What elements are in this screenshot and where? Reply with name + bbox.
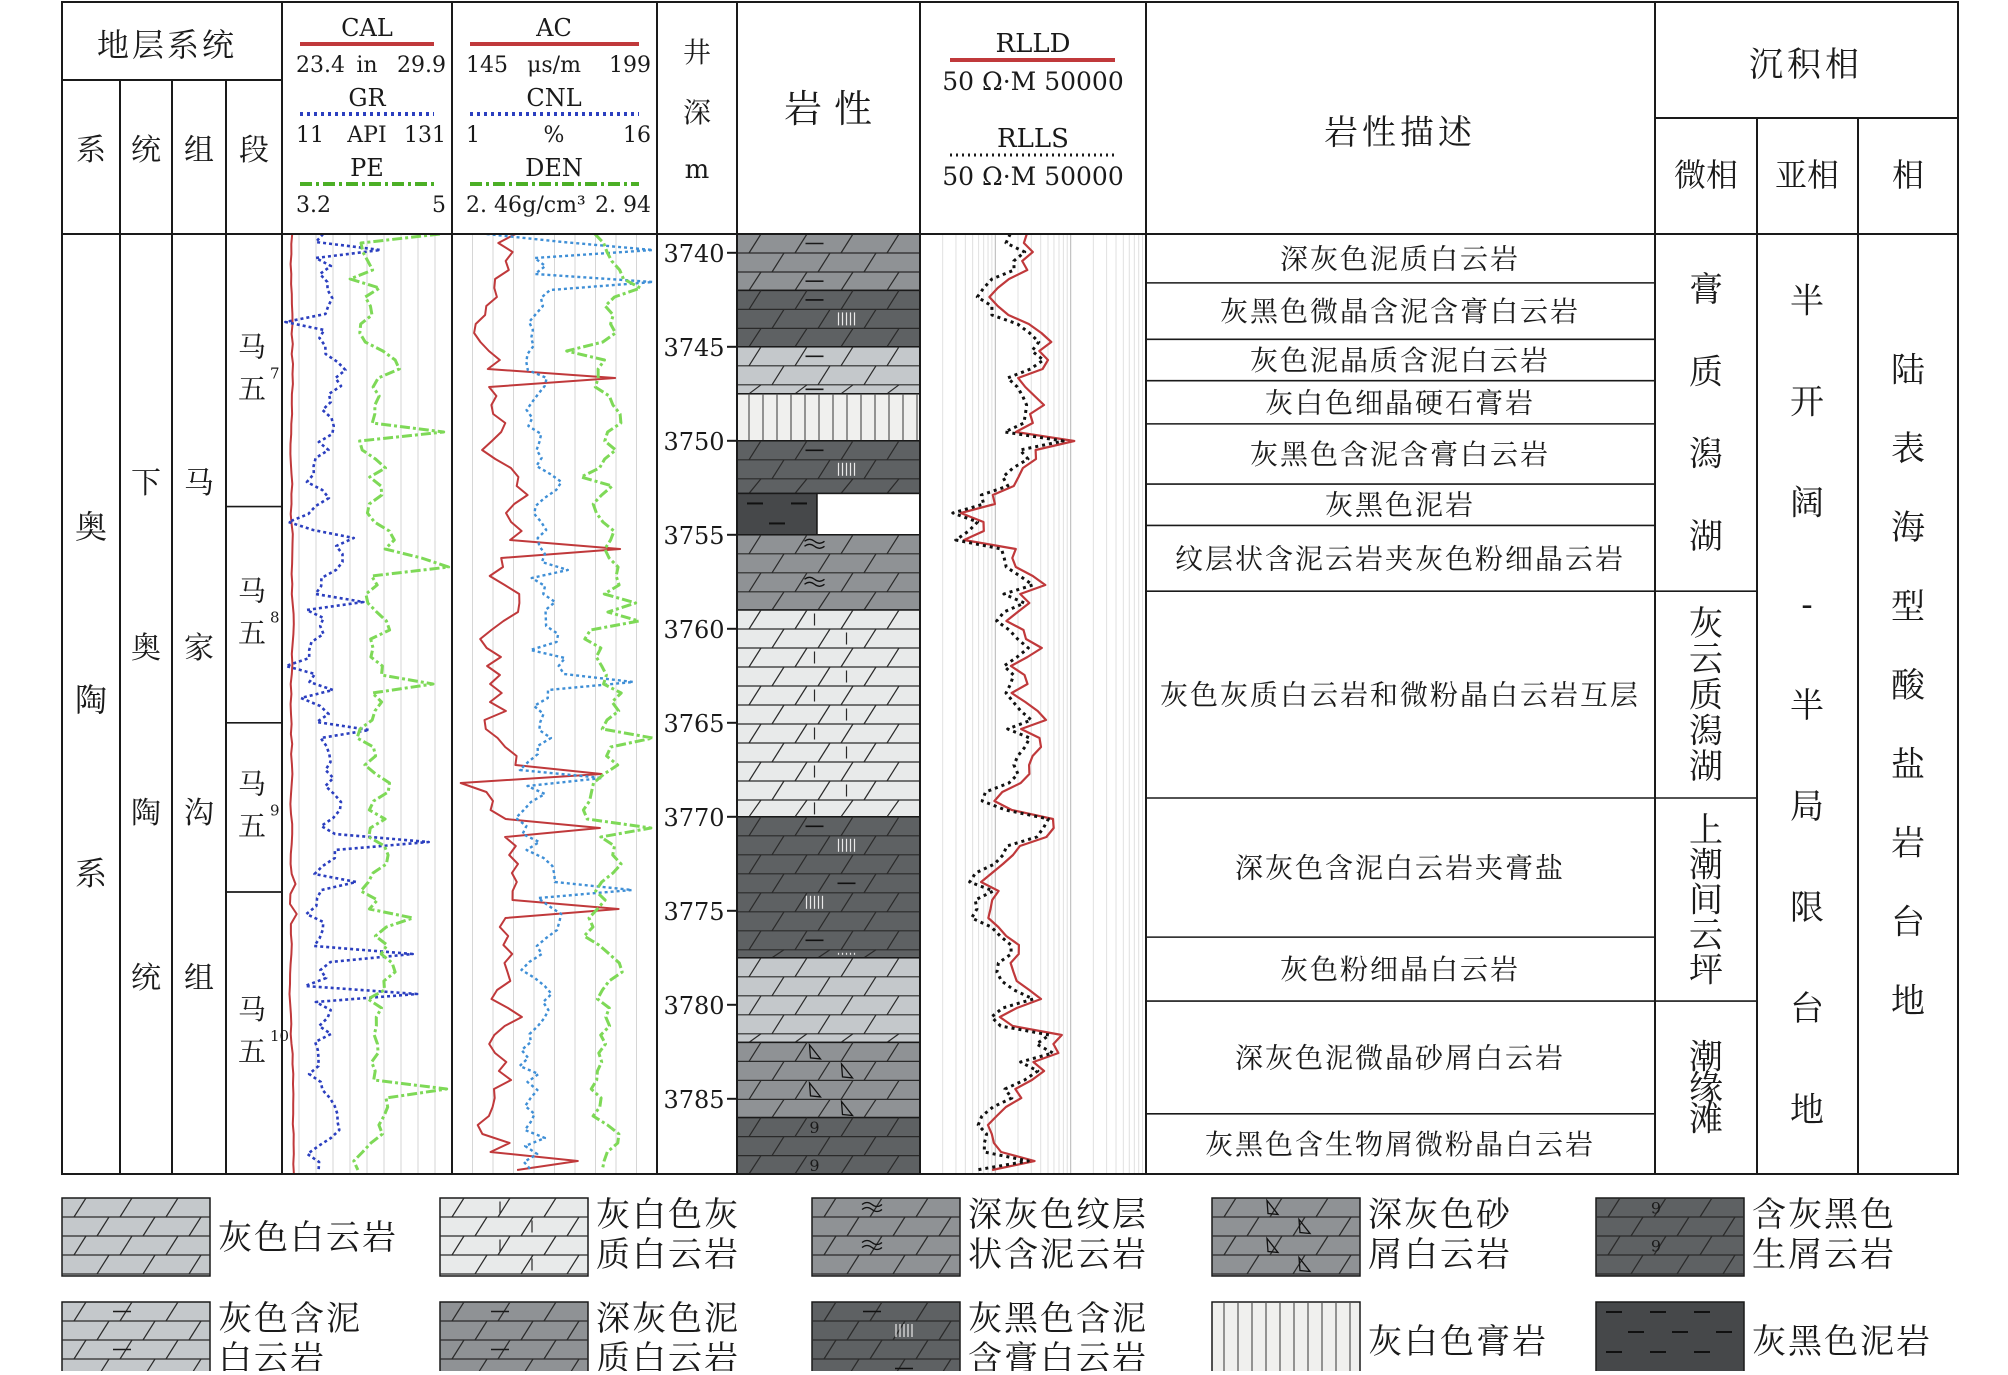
curve-pe bbox=[350, 234, 449, 1170]
description-column bbox=[1146, 242, 1655, 1160]
col-member: 段 bbox=[239, 133, 269, 168]
legend-label: 灰白色膏岩 bbox=[1368, 1322, 1548, 1362]
legend-label: 灰黑色含泥 bbox=[968, 1299, 1148, 1339]
member-superscript: 9 bbox=[270, 801, 280, 820]
microfacies-char: 潟 bbox=[1689, 711, 1723, 752]
facies-char: 地 bbox=[1891, 981, 1925, 1022]
depth-title-unit: m bbox=[684, 155, 710, 185]
resistivity-range: 50 Ω·M 50000 bbox=[942, 162, 1124, 191]
depth-label: 3780 bbox=[663, 991, 725, 1020]
legend-label: 深灰色泥 bbox=[596, 1299, 740, 1339]
lithology-block-dark-gray-mudstone bbox=[737, 493, 817, 534]
member-label-char: 五 bbox=[237, 372, 267, 406]
member-superscript: 7 bbox=[270, 364, 280, 383]
curve-min: 3.2 bbox=[296, 193, 331, 218]
pattern-bio: 9 bbox=[1650, 1236, 1662, 1256]
description-text: 灰黑色泥岩 bbox=[1324, 488, 1476, 522]
facies-char: 酸 bbox=[1891, 665, 1925, 706]
subfacies-char: 局 bbox=[1790, 787, 1824, 828]
resistivity-name-rlld: RLLD bbox=[995, 29, 1071, 59]
header-resistivity bbox=[942, 29, 1124, 191]
curve-max: 199 bbox=[609, 53, 651, 78]
legend-label: 灰白色灰 bbox=[596, 1195, 740, 1235]
header-curves-mid bbox=[466, 14, 651, 218]
lithology-block-dark-gray-bioclastic-dolomite bbox=[1596, 1198, 1744, 1276]
curves-ac-cnl-den bbox=[461, 234, 653, 1170]
strat-system-title: 地层系统 bbox=[96, 26, 238, 64]
legend-label: 质白云岩 bbox=[596, 1339, 740, 1371]
member-label-char: 五 bbox=[237, 1035, 267, 1068]
pattern-bio: 9 bbox=[809, 1155, 820, 1175]
resistivity-range: 50 Ω·M 50000 bbox=[942, 67, 1124, 96]
facies-char: 陆 bbox=[1891, 350, 1925, 391]
legend-label: 含膏白云岩 bbox=[968, 1339, 1148, 1371]
member-label-char: 马 bbox=[237, 993, 267, 1026]
curve-name-ac: AC bbox=[536, 14, 572, 42]
curve-unit: % bbox=[543, 123, 565, 148]
legend-label: 质白云岩 bbox=[596, 1235, 740, 1275]
description-text: 灰色灰质白云岩和微粉晶白云岩互层 bbox=[1159, 678, 1641, 712]
strat-formation-char: 组 bbox=[184, 961, 214, 996]
microfacies-char: 灰 bbox=[1689, 603, 1723, 644]
col-system: 系 bbox=[76, 133, 106, 168]
facies-char: 盐 bbox=[1891, 744, 1925, 785]
curve-max: 16 bbox=[623, 123, 651, 148]
depth-label: 3775 bbox=[663, 897, 725, 926]
lithology-block-deep-gray-detrital-dolomite bbox=[1212, 1198, 1360, 1276]
subfacies-char: 开 bbox=[1790, 382, 1824, 423]
strat-formation-char: 家 bbox=[184, 631, 214, 666]
lithology-block-gray-argillaceous-dolomite bbox=[737, 347, 920, 394]
microfacies-char: 湖 bbox=[1689, 516, 1723, 557]
depth-label: 3755 bbox=[663, 521, 725, 550]
depth-label: 3750 bbox=[663, 427, 725, 456]
depth-label: 3740 bbox=[663, 239, 725, 268]
microfacies-char: 坪 bbox=[1689, 950, 1723, 991]
description-text: 灰色泥晶质含泥白云岩 bbox=[1249, 343, 1551, 377]
curve-max: 29.9 bbox=[397, 53, 446, 78]
pattern-bio: 9 bbox=[1650, 1198, 1662, 1218]
depth-label: 3745 bbox=[663, 333, 725, 362]
col-microfacies: 微相 bbox=[1673, 156, 1739, 194]
lithology-block-gray-dolomite bbox=[737, 958, 920, 1043]
depth-label: 3760 bbox=[663, 615, 725, 644]
member-superscript: 8 bbox=[270, 608, 280, 627]
stratigraphy-columns bbox=[75, 330, 289, 1068]
legend bbox=[62, 1195, 1932, 1371]
curve-min: 2. 46 bbox=[466, 193, 522, 218]
strat-series-char: 陶 bbox=[131, 796, 161, 831]
member-label-char: 五 bbox=[237, 616, 267, 650]
subfacies-char: 半 bbox=[1790, 685, 1824, 726]
curve-name-cnl: CNL bbox=[526, 84, 582, 112]
member-label-char: 马 bbox=[237, 330, 267, 364]
curve-unit: API bbox=[347, 123, 387, 148]
microfacies-char: 潮 bbox=[1689, 1037, 1723, 1078]
legend-label: 状含泥云岩 bbox=[968, 1235, 1148, 1275]
member-label-char: 马 bbox=[237, 767, 267, 801]
description-text: 深灰色泥微晶砂屑白云岩 bbox=[1234, 1041, 1566, 1075]
microfacies-char: 质 bbox=[1689, 352, 1723, 393]
facies-char: 海 bbox=[1891, 508, 1925, 549]
strat-series-char: 奥 bbox=[131, 631, 161, 666]
facies-columns bbox=[1655, 270, 1926, 1139]
curve-ac bbox=[461, 234, 620, 1170]
microfacies-char: 湖 bbox=[1689, 747, 1723, 788]
depth-label: 3765 bbox=[663, 709, 725, 738]
lithology-block-gray-argillaceous-dolomite bbox=[62, 1302, 210, 1371]
legend-label: 灰黑色泥岩 bbox=[1752, 1322, 1932, 1362]
subfacies-char: 限 bbox=[1790, 888, 1824, 929]
lithology-block-gray-white-gypsum bbox=[1212, 1302, 1360, 1371]
curve-den bbox=[567, 234, 653, 1170]
description-text: 纹层状含泥云岩夹灰色粉细晶云岩 bbox=[1174, 542, 1626, 576]
pattern-bio: 9 bbox=[809, 1118, 820, 1138]
subfacies-char: - bbox=[1801, 584, 1813, 625]
member-label-char: 马 bbox=[237, 574, 267, 608]
legend-label: 深灰色纹层 bbox=[968, 1195, 1148, 1235]
microfacies-char: 云 bbox=[1689, 639, 1723, 680]
lithology-block-deep-gray-laminated-argillaceous-dolomite bbox=[812, 1198, 960, 1276]
microfacies-char: 膏 bbox=[1689, 270, 1723, 311]
legend-label: 深灰色砂 bbox=[1368, 1195, 1512, 1235]
curve-unit: μs/m bbox=[527, 53, 581, 78]
curve-cal bbox=[290, 234, 297, 1174]
legend-label: 含灰黑色 bbox=[1752, 1195, 1896, 1235]
lithology-gap bbox=[817, 493, 920, 534]
facies-title: 沉积相 bbox=[1749, 45, 1863, 85]
description-text: 灰黑色含生物屑微粉晶白云岩 bbox=[1204, 1127, 1596, 1161]
curve-min: 23.4 bbox=[296, 53, 345, 78]
resistivity-name-rlls: RLLS bbox=[997, 124, 1069, 154]
strat-formation-char: 马 bbox=[184, 466, 214, 501]
curve-name-cal: CAL bbox=[341, 14, 393, 42]
curve-min: 1 bbox=[466, 123, 480, 148]
description-text: 灰色粉细晶白云岩 bbox=[1279, 953, 1521, 987]
lithology-title: 岩 性 bbox=[783, 87, 873, 131]
description-text: 灰黑色微晶含泥含膏白云岩 bbox=[1219, 295, 1581, 329]
depth-label: 3785 bbox=[663, 1085, 725, 1114]
curve-max: 5 bbox=[432, 193, 446, 218]
facies-char: 岩 bbox=[1891, 823, 1925, 864]
lithology-block-gray-white-gypsum bbox=[737, 394, 920, 441]
col-formation: 组 bbox=[184, 133, 214, 168]
strat-system-char: 系 bbox=[74, 854, 108, 893]
curve-rlls bbox=[953, 234, 1063, 1170]
strat-system-char: 陶 bbox=[74, 681, 108, 720]
member-superscript: 10 bbox=[270, 1027, 290, 1045]
description-text: 灰白色细晶硬石膏岩 bbox=[1264, 386, 1536, 420]
subfacies-char: 阔 bbox=[1790, 483, 1824, 524]
curve-unit: in bbox=[356, 53, 378, 78]
lithology-block-gray-white-limy-dolomite bbox=[737, 610, 920, 817]
legend-label: 白云岩 bbox=[218, 1339, 326, 1371]
curve-min: 11 bbox=[296, 123, 324, 148]
curve-name-pe: PE bbox=[350, 154, 384, 182]
lithology-block-gray-dolomite bbox=[62, 1198, 210, 1276]
legend-label: 屑白云岩 bbox=[1368, 1235, 1512, 1275]
subfacies-char: 台 bbox=[1790, 989, 1824, 1030]
curve-name-den: DEN bbox=[525, 154, 583, 182]
col-subfacies: 亚相 bbox=[1774, 156, 1840, 194]
depth-track bbox=[663, 240, 737, 1114]
table-header bbox=[76, 14, 1924, 218]
curves-resistivity bbox=[953, 234, 1075, 1170]
curve-gr bbox=[285, 234, 428, 1170]
lithology-block-dark-gray-argillaceous-gypsum-dolomite bbox=[812, 1302, 960, 1371]
microfacies-char: 上 bbox=[1689, 810, 1723, 851]
curve-max: 2. 94 bbox=[595, 193, 651, 218]
curve-max: 131 bbox=[404, 123, 446, 148]
legend-label: 灰色白云岩 bbox=[218, 1218, 398, 1258]
strat-series-char: 下 bbox=[131, 466, 161, 501]
microfacies-char: 缘 bbox=[1689, 1068, 1723, 1109]
facies-char: 型 bbox=[1891, 587, 1925, 628]
depth-title-1: 井 bbox=[682, 36, 712, 69]
legend-label: 生屑云岩 bbox=[1752, 1235, 1896, 1275]
strat-system-char: 奥 bbox=[74, 507, 108, 546]
microfacies-char: 质 bbox=[1689, 675, 1723, 716]
depth-title-2: 深 bbox=[682, 96, 712, 129]
microfacies-char: 滩 bbox=[1689, 1099, 1723, 1140]
lithology-block-gray-white-limy-dolomite bbox=[440, 1198, 588, 1276]
curve-grid-left bbox=[299, 234, 435, 1174]
microfacies-char: 间 bbox=[1689, 880, 1723, 921]
strat-formation-char: 沟 bbox=[184, 796, 214, 831]
header-curves-left bbox=[296, 14, 446, 218]
col-facies: 相 bbox=[1891, 156, 1925, 194]
description-text: 深灰色含泥白云岩夹膏盐 bbox=[1234, 851, 1566, 885]
microfacies-char: 潟 bbox=[1689, 434, 1723, 475]
col-series: 统 bbox=[131, 133, 161, 168]
curve-unit: g/cm³ bbox=[522, 193, 586, 218]
microfacies-char: 云 bbox=[1689, 915, 1723, 956]
depth-label: 3770 bbox=[663, 803, 725, 832]
microfacies-char: 潮 bbox=[1689, 845, 1723, 886]
lithology-block-dark-gray-argillaceous-gypsum-dolomite bbox=[737, 441, 920, 494]
legend-label: 灰色含泥 bbox=[218, 1299, 362, 1339]
member-label-char: 五 bbox=[237, 809, 267, 843]
description-text: 灰黑色含泥含膏白云岩 bbox=[1249, 437, 1551, 471]
curve-min: 145 bbox=[466, 53, 508, 78]
facies-char: 台 bbox=[1891, 902, 1925, 943]
lithology-block-deep-gray-argillaceous-dolomite bbox=[440, 1302, 588, 1371]
description-title: 岩性描述 bbox=[1324, 113, 1476, 153]
subfacies-char: 半 bbox=[1790, 281, 1824, 322]
strat-series-char: 统 bbox=[131, 961, 161, 996]
facies-char: 表 bbox=[1891, 429, 1925, 470]
subfacies-char: 地 bbox=[1790, 1090, 1824, 1131]
lithology-column bbox=[737, 234, 920, 1175]
curve-name-gr: GR bbox=[348, 84, 386, 112]
description-text: 深灰色泥质白云岩 bbox=[1279, 242, 1521, 276]
